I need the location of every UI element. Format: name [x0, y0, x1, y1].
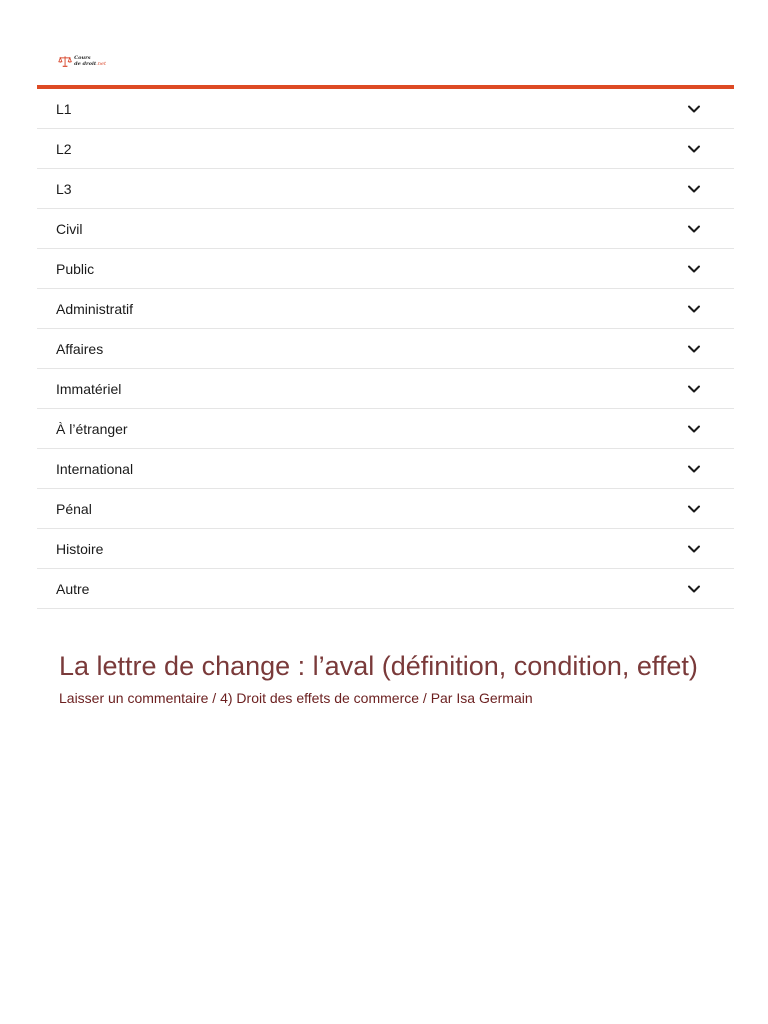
- site-logo[interactable]: [58, 50, 106, 72]
- menu-item-administratif[interactable]: [37, 289, 734, 329]
- menu-item-label: L3: [56, 180, 72, 197]
- meta-separator: /: [212, 690, 217, 706]
- logo-suffix: .net: [96, 61, 106, 67]
- menu-item-label: Administratif: [56, 300, 134, 317]
- article-title: La lettre de change : l’aval (définition, condition, effet): [59, 651, 698, 681]
- chevron-down-icon[interactable]: [687, 382, 701, 396]
- menu-item-label: Immatériel: [56, 380, 122, 397]
- logo-line-1: Cours: [74, 55, 91, 61]
- menu-item-affaires[interactable]: [37, 329, 734, 369]
- chevron-down-icon[interactable]: [687, 222, 701, 236]
- main-menu: [37, 89, 734, 609]
- menu-item-label: Autre: [56, 580, 90, 597]
- chevron-down-icon[interactable]: [687, 142, 701, 156]
- menu-item-l2[interactable]: [37, 129, 734, 169]
- menu-item-civil[interactable]: [37, 209, 734, 249]
- chevron-down-icon[interactable]: [687, 342, 701, 356]
- menu-item-autre[interactable]: [37, 569, 734, 609]
- meta-separator: /: [422, 690, 427, 706]
- chevron-down-icon[interactable]: [687, 422, 701, 436]
- menu-item-penal[interactable]: [37, 489, 734, 529]
- menu-item-immateriel[interactable]: [37, 369, 734, 409]
- chevron-down-icon[interactable]: [687, 502, 701, 516]
- chevron-down-icon[interactable]: [687, 182, 701, 196]
- chevron-down-icon[interactable]: [687, 102, 701, 116]
- menu-item-international[interactable]: [37, 449, 734, 489]
- chevron-down-icon[interactable]: [687, 462, 701, 476]
- menu-item-label: Civil: [56, 220, 83, 237]
- menu-item-public[interactable]: [37, 249, 734, 289]
- menu-item-l3[interactable]: [37, 169, 734, 209]
- menu-item-label: International: [56, 460, 134, 477]
- article-meta: [59, 688, 739, 708]
- menu-item-label: Public: [56, 260, 95, 277]
- menu-item-label: Affaires: [56, 340, 104, 357]
- menu-item-histoire[interactable]: [37, 529, 734, 569]
- menu-item-label: L1: [56, 100, 72, 117]
- menu-item-label: Histoire: [56, 540, 104, 557]
- menu-item-a-l-etranger[interactable]: [37, 409, 734, 449]
- chevron-down-icon[interactable]: [687, 582, 701, 596]
- category-link[interactable]: 4) Droit des effets de commerce: [220, 690, 420, 706]
- author-prefix: Par: [430, 690, 453, 706]
- author-link[interactable]: Isa Germain: [456, 690, 533, 706]
- scales-icon: [58, 53, 72, 69]
- logo-text: [74, 55, 106, 67]
- chevron-down-icon[interactable]: [687, 262, 701, 276]
- menu-item-label: Pénal: [56, 500, 92, 517]
- chevron-down-icon[interactable]: [687, 542, 701, 556]
- menu-item-l1[interactable]: [37, 89, 734, 129]
- article-header: [59, 646, 739, 708]
- leave-comment-link[interactable]: Laisser un commentaire: [59, 690, 209, 706]
- menu-item-label: L2: [56, 140, 72, 157]
- menu-item-label: À l’étranger: [56, 420, 128, 437]
- logo-line-2: de droit: [74, 61, 97, 67]
- site-header: [37, 0, 734, 85]
- chevron-down-icon[interactable]: [687, 302, 701, 316]
